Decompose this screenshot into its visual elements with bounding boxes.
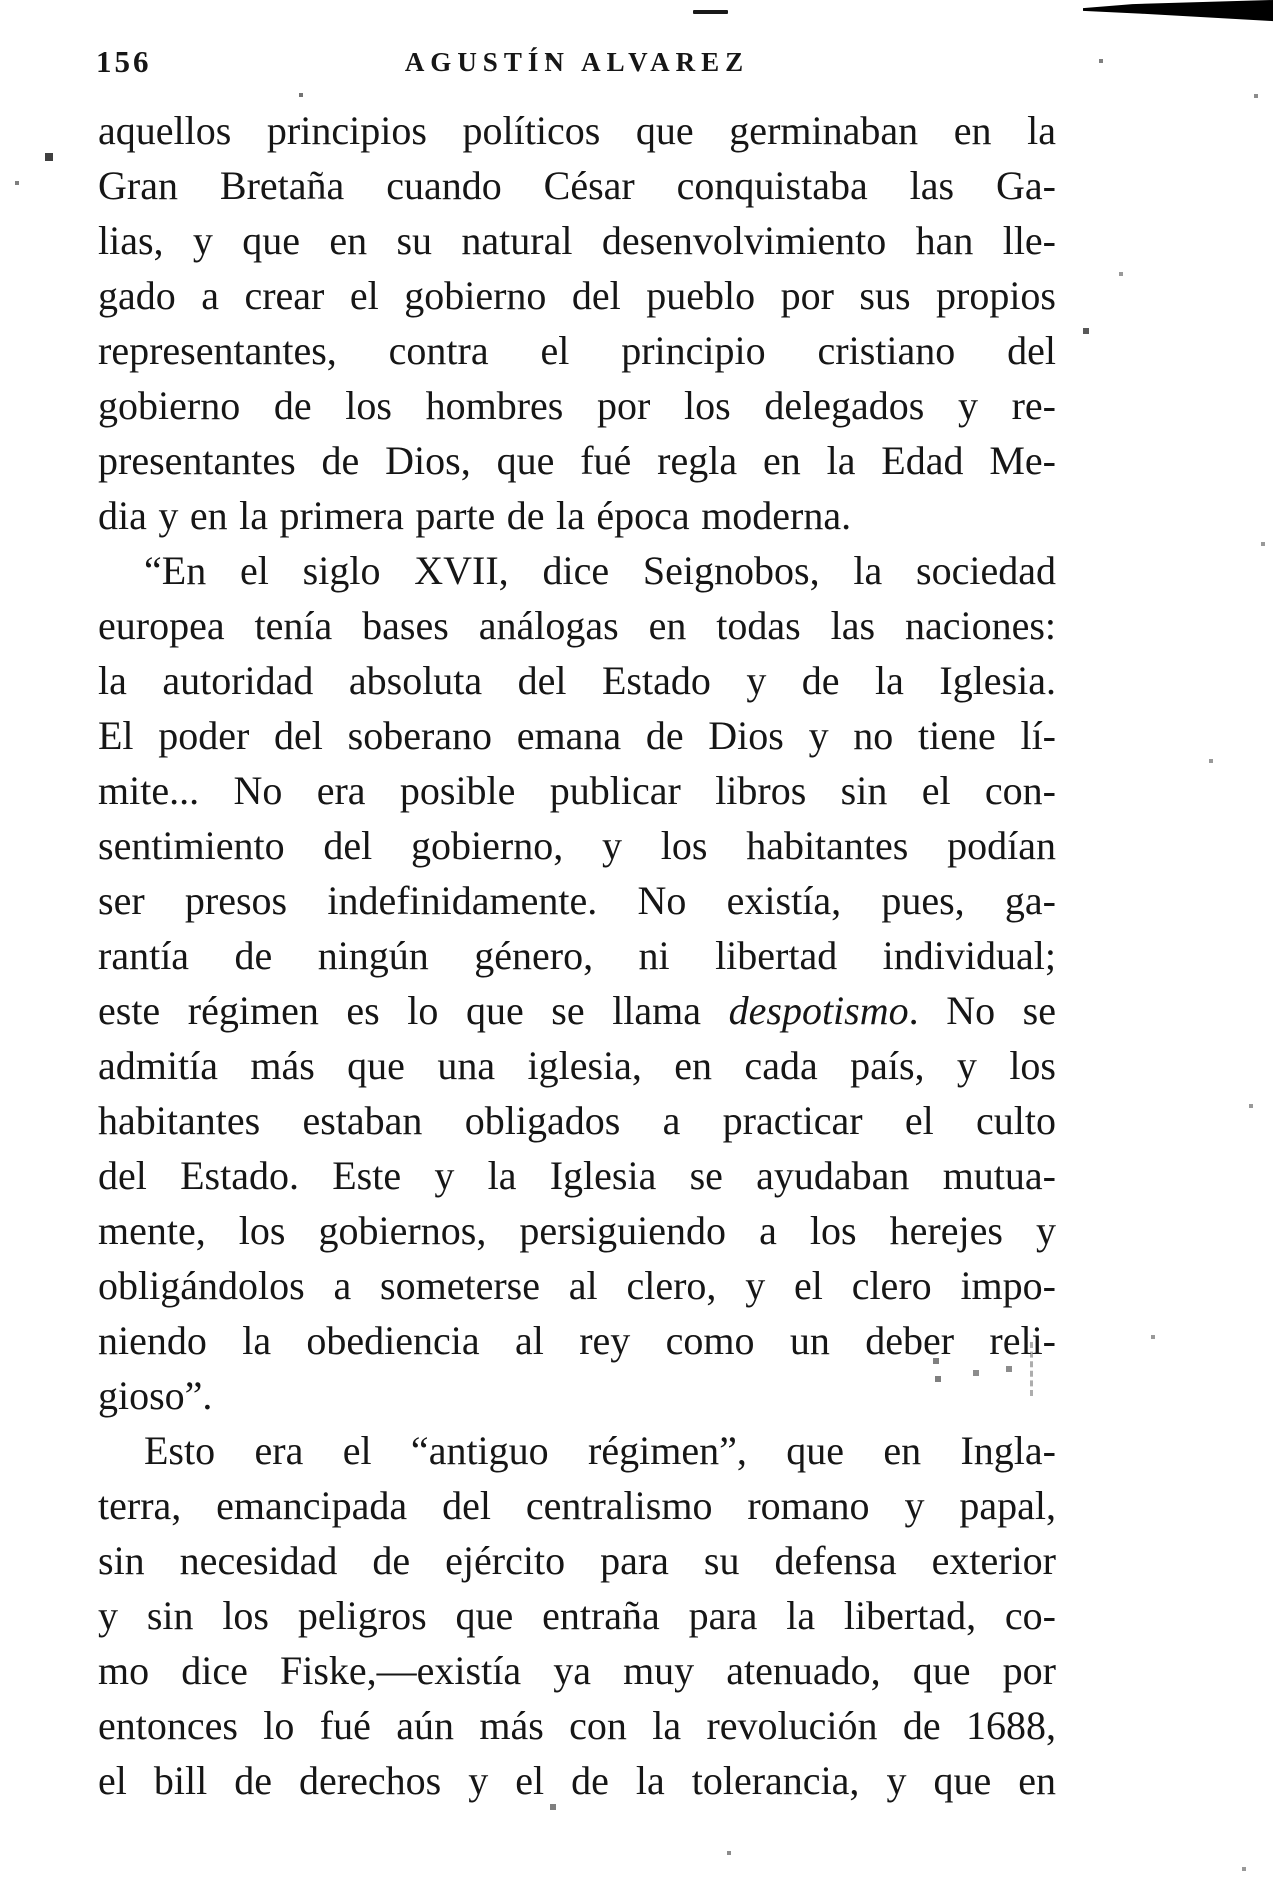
scan-noise-specks [0,0,2,2]
text-line: y sin los peligros que entraña para la libertad, co- [98,1593,1056,1638]
text-line: terra, emancipada del centralismo romano y papal, [98,1483,1056,1528]
text-line: gado a crear el gobierno del pueblo por sus propios [98,273,1056,318]
text-line: Gran Bretaña cuando César conquistaba las Ga- [98,163,1056,208]
text-line: mente, los gobiernos, persiguiendo a los herejes y [98,1208,1056,1253]
text-line: sentimiento del gobierno, y los habitantes podían [98,823,1056,868]
text-line: Esto era el “antiguo régimen”, que en Ingla- [144,1428,1056,1473]
text-line: admitía más que una iglesia, en cada país, y los [98,1043,1056,1088]
text-line: mo dice Fiske,—existía ya muy atenuado, que por [98,1648,1056,1693]
text-line: lias, y que en su natural desenvolvimiento han lle- [98,218,1056,263]
text-line: entonces lo fué aún más con la revolución de 1688, [98,1703,1056,1748]
text-line: gioso”. [98,1373,213,1418]
text-line: obligándolos a someterse al clero, y el clero impo- [98,1263,1056,1308]
text-line: habitantes estaban obligados a practicar el culto [98,1098,1056,1143]
text-line: representantes, contra el principio cristiano del [98,328,1056,373]
scan-artifact-dash [693,10,728,14]
text-line: del Estado. Este y la Iglesia se ayudaban mutua- [98,1153,1056,1198]
text-line: El poder del soberano emana de Dios y no tiene lí- [98,713,1056,758]
text-line: “En el siglo XVII, dice Seignobos, la sociedad [144,548,1056,593]
text-line: sin necesidad de ejército para su defensa exterior [98,1538,1056,1583]
page-number: 156 [96,44,152,79]
text-line: europea tenía bases análogas en todas las naciones: [98,603,1056,648]
text-line: presentantes de Dios, que fué regla en la Edad Me- [98,438,1056,483]
text-line: dia y en la primera parte de la época moderna. [98,493,852,538]
text-line: gobierno de los hombres por los delegados y re- [98,383,1056,428]
text-line: niendo la obediencia al rey como un deber reli- [98,1318,1056,1363]
text-line: este régimen es lo que se llama despotismo. No se [98,988,1056,1033]
text-line: el bill de derechos y el de la tolerancia, y que en [98,1758,1056,1803]
text-line: aquellos principios políticos que germinaban en la [98,108,1056,153]
page-text [98,103,1056,1808]
text-line: ser presos indefinidamente. No existía, pues, ga- [98,878,1056,923]
running-header-author: AGUSTÍN ALVAREZ [404,47,750,77]
text-line: rantía de ningún género, ni libertad individual; [98,933,1056,978]
text-line: la autoridad absoluta del Estado y de la Iglesia. [98,658,1056,703]
scan-artifact-corner [1083,0,1273,34]
text-line: mite... No era posible publicar libros sin el con- [98,768,1056,813]
